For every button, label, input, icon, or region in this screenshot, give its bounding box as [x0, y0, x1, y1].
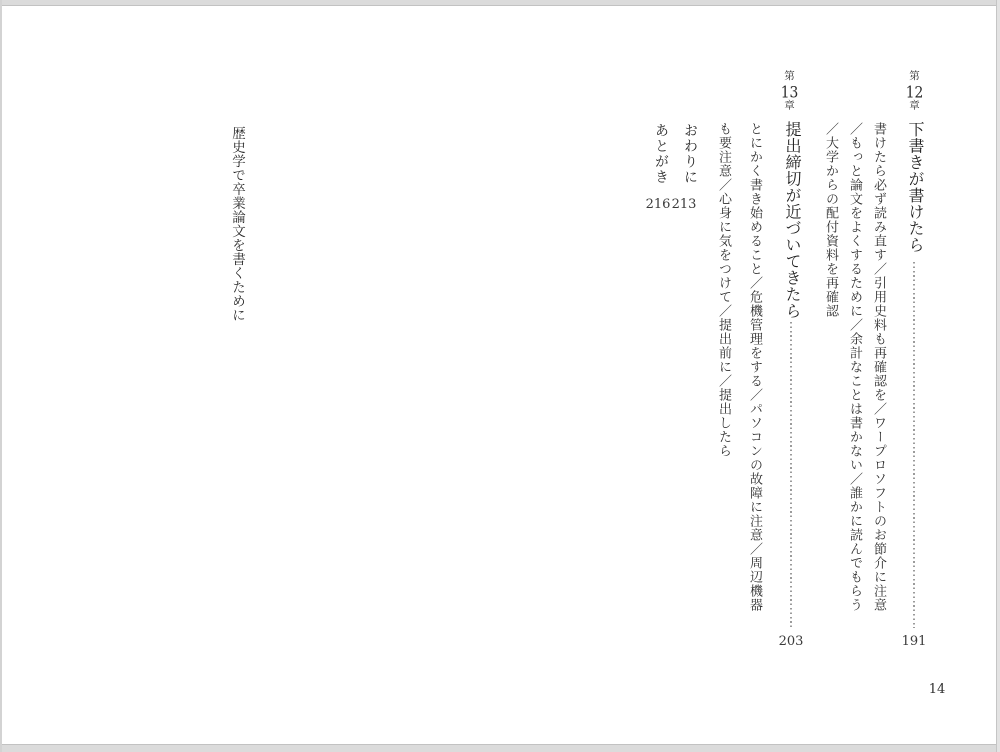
backmatter-atogaki-page-number: 216	[645, 197, 671, 212]
chapter-13-prefix: 第	[783, 70, 795, 84]
photo-edge-left	[0, 0, 2, 752]
backmatter-owarini-page-number: 213	[671, 197, 697, 212]
photo-edge-right	[996, 0, 1000, 752]
chapter-13-suffix: 章	[783, 99, 795, 113]
chapter-12-prefix: 第	[908, 70, 920, 84]
backmatter-atogaki-title: あとがき	[653, 123, 669, 185]
folio-page-number: 14	[928, 682, 946, 697]
photo-edge-bottom	[0, 744, 1000, 752]
subitem-line: ／大学からの配付資料を再確認	[823, 122, 838, 318]
chapter-12-page-number: 191	[901, 634, 927, 649]
chapter-13-dotted-leader	[790, 322, 792, 628]
backmatter-owarini-title: おわりに	[682, 123, 698, 185]
chapter-12-dotted-leader	[913, 262, 915, 628]
chapter-12-heading	[905, 70, 924, 113]
chapter-12-subitems	[818, 122, 890, 636]
chapter-13-heading	[780, 70, 799, 113]
chapter-12-suffix: 章	[908, 99, 920, 113]
subitem-line: 書けたら必ず読み直す／引用史料も再確認を／ワープロソフトのお節介に注意	[871, 122, 886, 612]
chapter-13-page-number: 203	[778, 634, 804, 649]
chapter-12-number: 12	[905, 83, 924, 100]
chapter-12-title: 下書きが書けたら	[906, 121, 925, 253]
chapter-13-title: 提出締切が近づいてきたら	[783, 121, 802, 319]
left-page-title: 歴史学で卒業論文を書くために	[229, 126, 245, 322]
chapter-13-number: 13	[780, 83, 799, 100]
subitem-line: も要注意／心身に気をつけて／提出前に／提出したら	[716, 122, 731, 458]
subitem-line: とにかく書き始めること／危機管理をする／パソコンの故障に注意／周辺機器	[747, 122, 762, 612]
subitem-line: ／もっと論文をよくするために／余計なことは書かない／誰かに読んでもらう	[847, 122, 862, 612]
photo-edge-top	[0, 0, 1000, 6]
chapter-13-subitems	[708, 122, 770, 636]
